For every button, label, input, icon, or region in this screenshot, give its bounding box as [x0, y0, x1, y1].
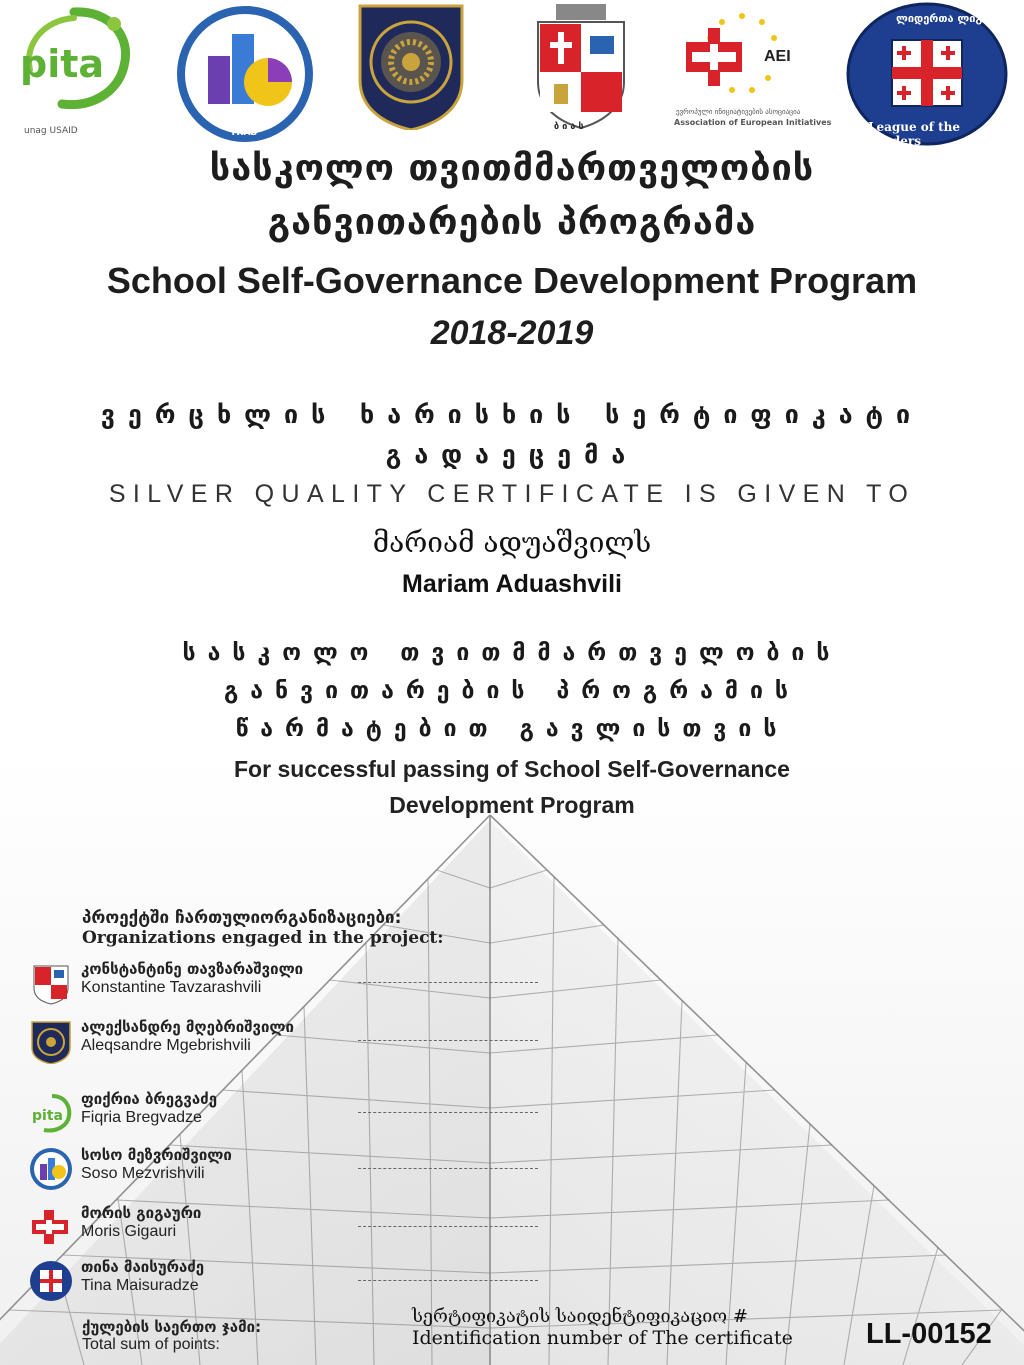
svg-text:pita: pita	[32, 1108, 63, 1124]
person-name-en: Aleqsandre Mgebrishvili	[81, 1037, 251, 1054]
league-small-logo	[28, 1258, 74, 1304]
award-geo-line2: გადაეცემა	[385, 440, 639, 469]
organizations-heading	[82, 908, 444, 948]
person-name-geo: მორის გიგაური	[81, 1204, 202, 1222]
person-name-geo: თინა მაისურაძე	[81, 1258, 205, 1276]
recipient-name-geo: მარიამ ადუაშვილს	[372, 526, 652, 559]
signature-line	[358, 1112, 538, 1113]
seal-small-logo	[28, 1018, 74, 1064]
aei-text: AEI	[764, 48, 791, 65]
reason-geo-line2: განვითარების პროგრამის	[223, 678, 800, 704]
org-person-2	[28, 1018, 588, 1068]
total-label-en: Total sum of points:	[82, 1336, 220, 1353]
title-geo-line2: განვითარების პროგრამა	[267, 202, 757, 243]
aei-caption-geo: ევროპული ინიციატივების ასოციაცია	[676, 108, 801, 116]
bnas-logo	[532, 4, 630, 132]
aei-caption-en: Association of European Initiatives	[674, 118, 832, 127]
reason-geo-line3: წარმატებით გავლისთვის	[235, 716, 789, 742]
aei-logo	[672, 8, 832, 127]
award-en: SILVER QUALITY CERTIFICATE IS GIVEN TO	[108, 480, 916, 508]
signature-line	[358, 1168, 538, 1169]
yrab-logo	[172, 4, 318, 144]
reason-geo-line1: სასკოლო თვითმმართველობის	[182, 640, 842, 666]
bnas-small-logo	[28, 960, 74, 1006]
organizations-heading-en: Organizations engaged in the project:	[82, 928, 444, 948]
org-person-5	[28, 1204, 588, 1254]
league-logo	[846, 2, 1008, 146]
bnas-caption: ბ ი ა ს	[554, 122, 584, 132]
organizations-heading-geo: პროექტში ჩართულიორგანიზაციები:	[82, 908, 402, 928]
pita-small-logo	[28, 1090, 74, 1136]
yrab-small-logo	[28, 1146, 74, 1192]
person-name-geo: სოსო მეზვრიშვილი	[81, 1146, 232, 1164]
org-person-4	[28, 1146, 588, 1196]
signature-line	[358, 1040, 538, 1041]
pita-caption: unag USAID	[24, 126, 78, 136]
award-geo-line1: ვერცხლის ხარისხის სერტიფიკატი	[100, 400, 924, 429]
reason-en-line2: Development Program	[389, 792, 635, 818]
person-name-en: Soso Mezvrishvili	[81, 1165, 205, 1182]
org-person-3	[28, 1090, 588, 1140]
title-geo-line1: სასკოლო თვითმმართველობის	[209, 148, 815, 189]
person-name-en: Konstantine Tavzarashvili	[81, 979, 262, 996]
partner-logos	[0, 0, 1024, 150]
certificate-code: LL-00152	[866, 1318, 992, 1350]
total-points	[82, 1318, 261, 1354]
person-name-en: Moris Gigauri	[81, 1223, 177, 1240]
league-en: League of the Leaders	[868, 120, 961, 148]
league-geo: ლიდერთა ლიგა	[896, 12, 989, 25]
identification-label-geo: სერტიფიკატის საიდენტიფიკაციო #	[412, 1306, 748, 1327]
seal-logo	[356, 0, 466, 130]
yrab-caption: YRAB	[230, 128, 258, 138]
person-name-geo: ალექსანდრე მღებრიშვილი	[81, 1018, 294, 1036]
certificate-identification	[412, 1306, 793, 1349]
title-year: 2018-2019	[430, 314, 594, 352]
recipient-name-en: Mariam Aduashvili	[402, 570, 622, 598]
title-en: School Self-Governance Development Program	[106, 260, 918, 301]
total-label-geo: ქულების საერთო ჯამი:	[82, 1318, 262, 1336]
person-name-geo: ფიქრია ბრეგვაძე	[81, 1090, 218, 1108]
person-name-en: Fiqria Bregvadze	[81, 1109, 202, 1126]
aei-small-logo	[28, 1204, 74, 1250]
pita-logo	[14, 4, 136, 136]
person-name-en: Tina Maisuradze	[81, 1277, 199, 1294]
reason-en-line1: For successful passing of School Self-Governance	[234, 756, 790, 782]
person-name-geo: კონსტანტინე თავზარაშვილი	[81, 960, 304, 978]
org-person-6	[28, 1258, 588, 1308]
pita-text: pita	[20, 42, 105, 86]
signature-line	[358, 982, 538, 983]
org-person-1	[28, 960, 588, 1010]
signature-line	[358, 1280, 538, 1281]
identification-label-en: Identification number of The certificate	[412, 1327, 793, 1349]
signature-line	[358, 1226, 538, 1227]
